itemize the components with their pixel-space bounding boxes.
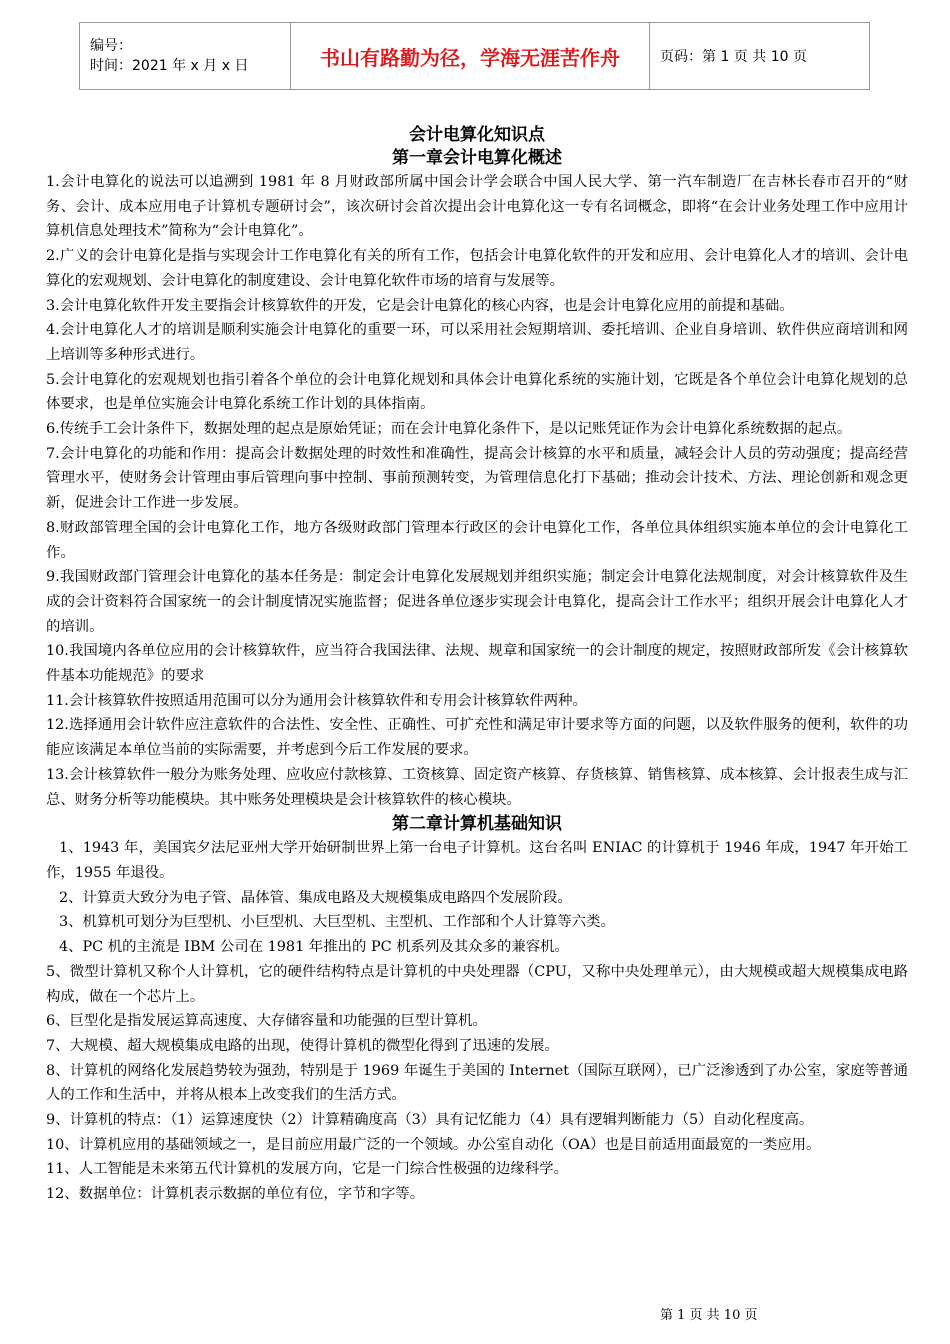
paragraph: 5、微型计算机又称个人计算机，它的硬件结构特点是计算机的中央处理器（CPU，又称中央处理单元），由大规模或超大规模集成电路构成，做在一个芯片上。 (46, 963, 908, 1005)
paragraph: 12、数据单位：计算机表示数据的单位有位，字节和字等。 (46, 1186, 425, 1203)
paragraph: 1.会计电算化的说法可以追溯到 1981 年 8 月财政部所属中国会计学会联合中国人民大学、第一汽车制造厂在吉林长春市召开的“财务、会计、成本应用电子计算机专题研讨会”，该次研讨会首次提出会计电算化这一专有名词概念，即将“在会计业务处理工作中应用计算机信息处理技术”简称为“会计电算化”。 (46, 174, 908, 240)
header-meta (80, 23, 291, 90)
paragraph: 6.传统手工会计条件下，数据处理的起点是原始凭证；而在会计电算化条件下，是以记账凭证作为会计电算化系统数据的起点。 (46, 421, 852, 438)
paragraph: 9.我国财政部门管理会计电算化的基本任务是：制定会计电算化发展规划并组织实施；制定会计电算化法规制度，对会计核算软件及生成的会计资料符合国家统一的会计制度情况实施监督；促进各单位逐步实现会计电算化，提高会计工作水平；组织开展会计电算化人才的培训。 (46, 569, 908, 635)
paragraph: 4.会计电算化人才的培训是顺利实施会计电算化的重要一环，可以采用社会短期培训、委托培训、企业自身培训、软件供应商培训和网上培训等多种形式进行。 (46, 322, 908, 363)
document-header (79, 22, 870, 90)
paragraph: 11、人工智能是未来第五代计算机的发展方向，它是一门综合性极强的边缘科学。 (46, 1161, 568, 1178)
chapter-1-heading: 第一章会计电算化概述 (392, 148, 562, 168)
header-page-label: 页码：第 1 页 共 10 页 (650, 23, 870, 90)
document-body (46, 124, 908, 1207)
document-number-label: 编号： (90, 38, 132, 54)
paragraph: 11.会计核算软件按照适用范围可以分为通用会计核算软件和专用会计核算软件两种。 (46, 692, 587, 709)
paragraph: 1、1943 年，美国宾夕法尼亚州大学开始研制世界上第一台电子计算机。这台名叫 ENIAC 的计算机于 1946 年成，1947 年开始工作，1955 年退役。 (46, 840, 908, 881)
header-motto: 书山有路勤为径，学海无涯苦作舟 (291, 23, 650, 90)
paragraph: 13.会计核算软件一般分为账务处理、应收应付款核算、工资核算、固定资产核算、存货核算、销售核算、成本核算、会计报表生成与汇总、财务分析等功能模块。其中账务处理模块是会计核算软件的核心模块。 (46, 766, 908, 808)
paragraph: 9、计算机的特点：（1）运算速度快（2）计算精确度高（3）具有记忆能力（4）具有逻辑判断能力（5）自动化程度高。 (46, 1112, 814, 1129)
paragraph: 5.会计电算化的宏观规划也指引着各个单位的会计电算化规划和具体会计电算化系统的实施计划，它既是各个单位会计电算化规划的总体要求，也是单位实施会计电算化系统工作计划的具体指南。 (46, 371, 908, 413)
paragraph: 3、机算机可划分为巨型机、小巨型机、大巨型机、主型机、工作部和个人计算等六类。 (58, 914, 615, 931)
chapter-2-section (46, 836, 908, 1207)
paragraph: 2、计算贡大致分为电子管、晶体管、集成电路及大规模集成电路四个发展阶段。 (58, 889, 572, 906)
paragraph: 7.会计电算化的功能和作用：提高会计数据处理的时效性和准确性，提高会计核算的水平和质量，减轻会计人员的劳动强度；提高经营管理水平，使财务会计管理由事后管理向事中控制、事前预测转变，为管理信息化打下基础；推动会计技术、方法、理论创新和观念更新，促进会计工作进一步发展。 (46, 445, 908, 512)
paragraph: 10、计算机应用的基础领域之一，是目前应用最广泛的一个领域。办公室自动化（OA）也是目前适用面最宽的一类应用。 (46, 1136, 821, 1153)
paragraph: 3.会计电算化软件开发主要指会计核算软件的开发，它是会计电算化的核心内容，也是会计电算化应用的前提和基础。 (46, 297, 794, 314)
document-title: 会计电算化知识点 (409, 125, 545, 145)
paragraph: 4、PC 机的主流是 IBM 公司在 1981 年推出的 PC 机系列及其众多的兼容机。 (58, 939, 569, 956)
document-time-label: 时间：2021 年 x 月 x 日 (90, 58, 249, 74)
page-footer: 第 1 页 共 10 页 (660, 1308, 758, 1323)
chapter-2-heading: 第二章计算机基础知识 (392, 814, 562, 835)
paragraph: 8.财政部管理全国的会计电算化工作，地方各级财政部门管理本行政区的会计电算化工作，各单位具体组织实施本单位的会计电算化工作。 (46, 519, 908, 561)
paragraph: 8、计算机的网络化发展趋势较为强劲，特别是于 1969 年诞生于美国的 Internet（国际互联网），已广泛渗透到了办公室，家庭等普通人的工作和生活中，并将从根本上改变我们的生活方式。 (46, 1062, 908, 1104)
paragraph: 2.广义的会计电算化是指与实现会计工作电算化有关的所有工作，包括会计电算化软件的开发和应用、会计电算化人才的培训、会计电算化的宏观规划、会计电算化的制度建设、会计电算化软件市场的培育与发展等。 (46, 248, 908, 289)
paragraph: 12.选择通用会计软件应注意软件的合法性、安全性、正确性、可扩充性和满足审计要求等方面的问题，以及软件服务的便利，软件的功能应该满足本单位当前的实际需要，并考虑到今后工作发展的要求。 (46, 717, 908, 759)
paragraph: 10.我国境内各单位应用的会计核算软件，应当符合我国法律、法规、规章和国家统一的会计制度的规定，按照财政部所发《会计核算软件基本功能规范》的要求 (46, 643, 908, 685)
paragraph: 7、大规模、超大规模集成电路的出现，使得计算机的微型化得到了迅速的发展。 (46, 1037, 559, 1054)
paragraph: 6、巨型化是指发展运算高速度、大存储容量和功能强的巨型计算机。 (46, 1013, 487, 1030)
chapter-1-section (46, 170, 908, 812)
